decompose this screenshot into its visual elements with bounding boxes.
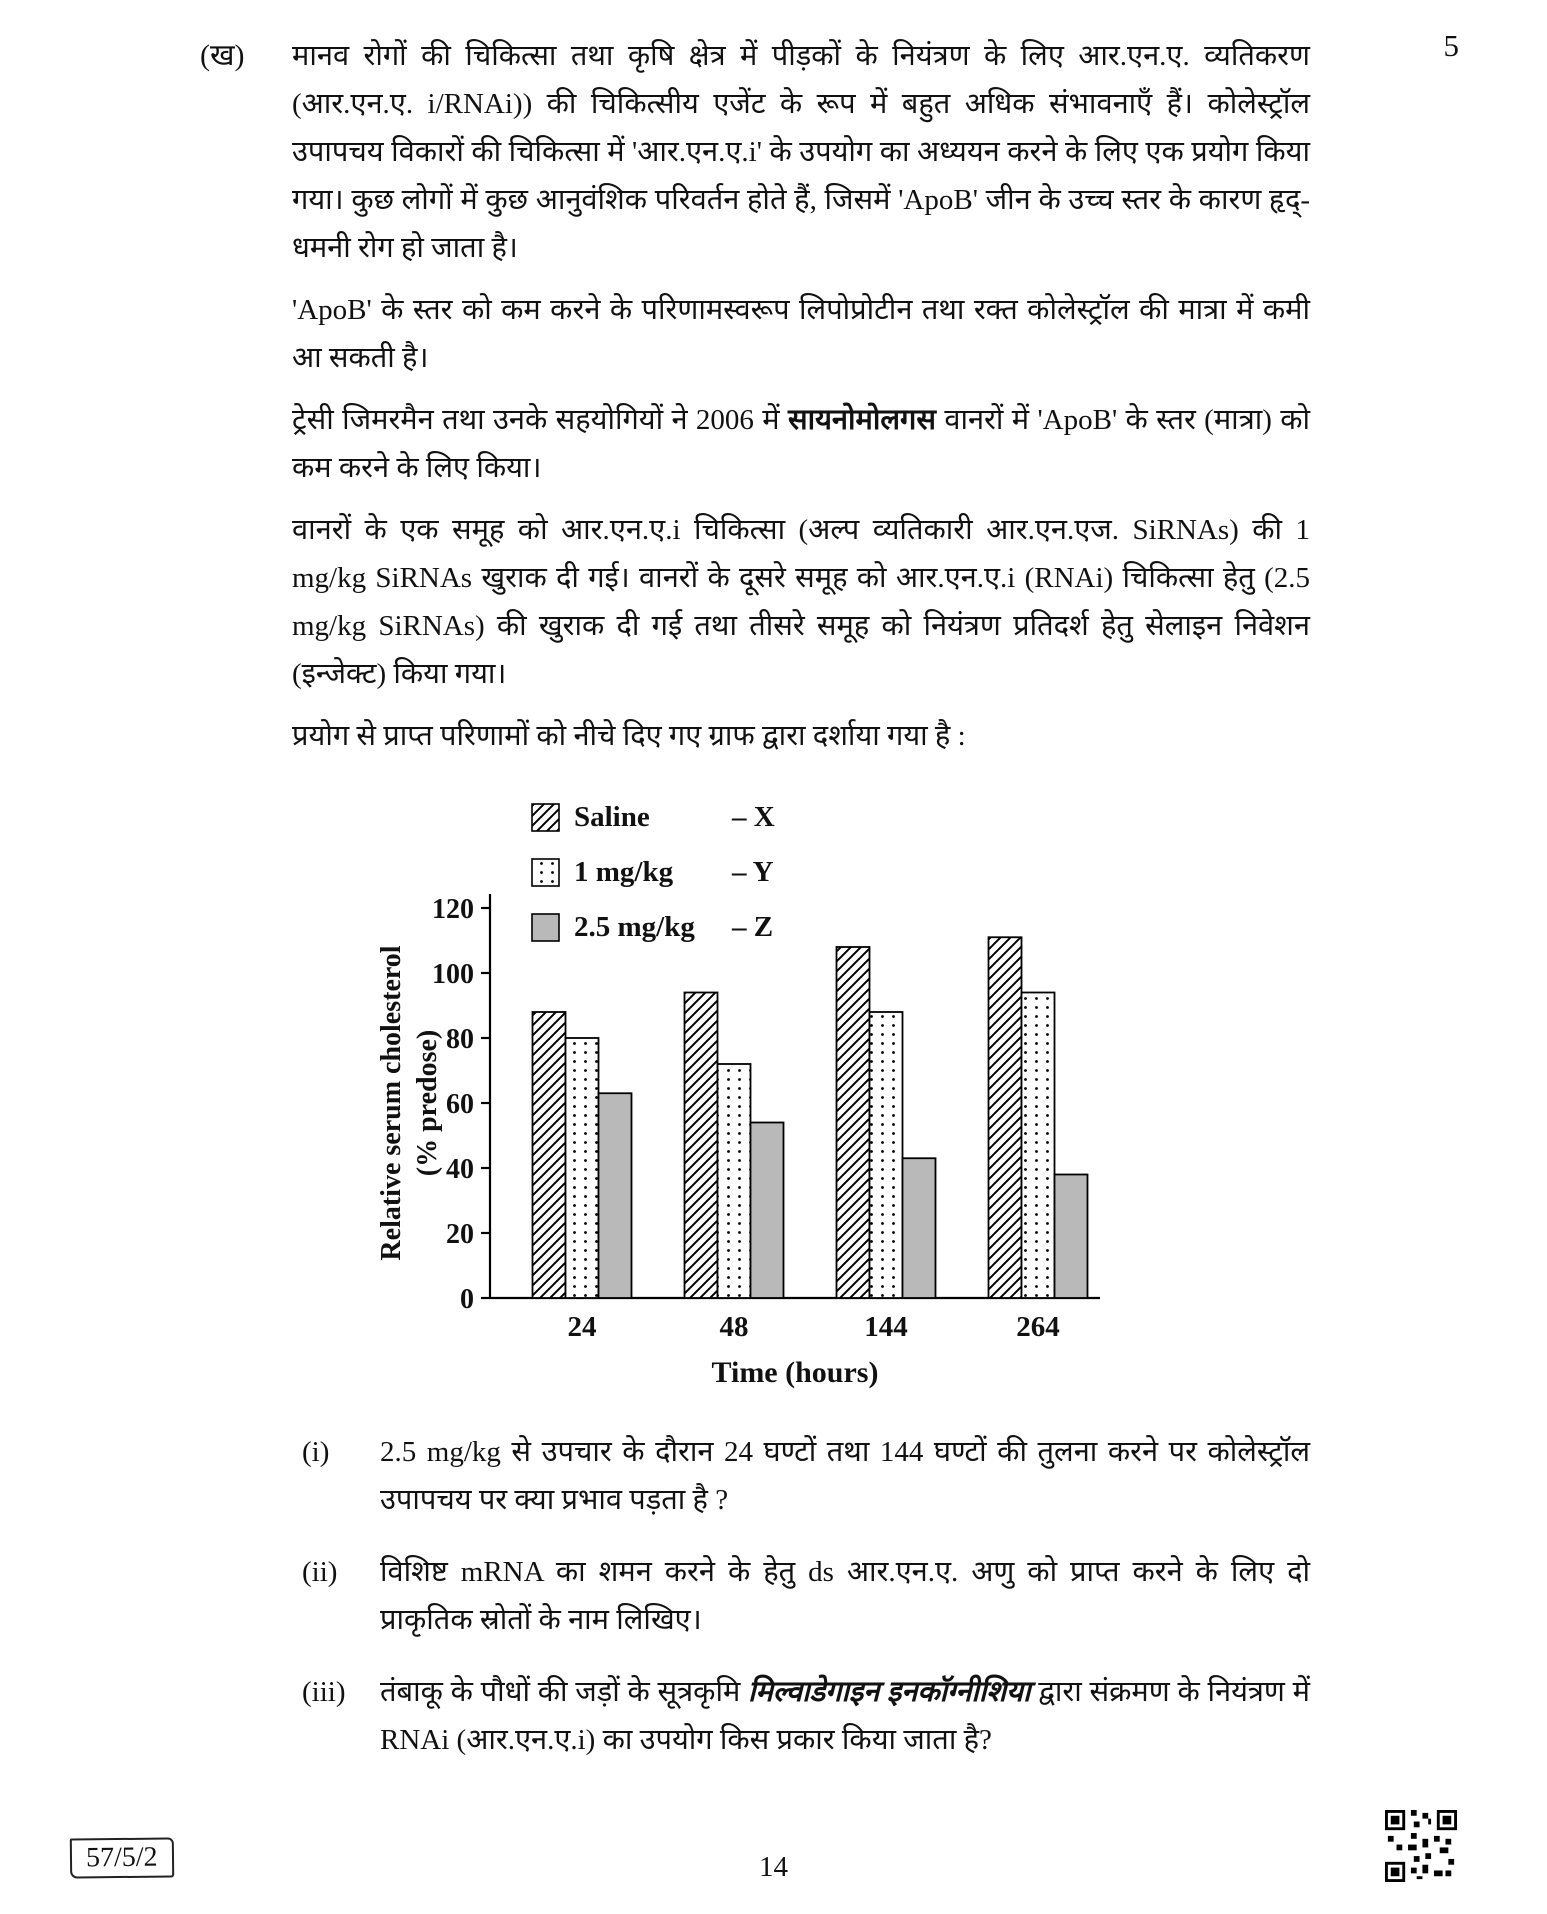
question-number: (ii) [302,1556,338,1588]
legend-series-letter: – Y [732,856,774,888]
legend-label: Saline [574,801,650,833]
question-text: 2.5 mg/kg से उपचार के दौरान 24 घण्टों तथा 144 घण्टों की तुलना करने पर कोलेस्ट्रॉल उपापचय पर क्या प्रभाव पड़ता है ? [380,1436,1310,1516]
question-text: विशिष्ट mRNA का शमन करने के हेतु ds आर.एन.ए. अणु को प्राप्त करने के लिए दो प्राकृतिक स्रोतों के नाम लिखिए। [380,1556,1310,1636]
bar-2-5-mg-kg-264 [1055,1175,1088,1299]
paragraph-4: वानरों के एक समूह को आर.एन.ए.i चिकित्सा (अल्प व्यतिकारी आर.एन.एज. SiRNAs) की 1 mg/kg SiRNAs खुराक दी गई। वानरों के दूसरे समूह को आर.एन.ए.i (RNAi) चिकित्सा हेतु (2.5 mg/kg SiRNAs) की खुराक दी गई तथा तीसरे समूह को नियंत्रण प्रतिदर्श हेतु सेलाइन निवेशन (इन्जेक्ट) किया गया। [292,514,1310,690]
y-axis-label-line1: Relative serum cholesterol [376,945,407,1261]
question-text: तंबाकू के पौधों की जड़ों के सूत्रकृमि मिल्वाडेगाइन इनकॉग्नीशिया द्वारा संक्रमण के नियंत्रण में RNAi (आर.एन.ए.i) का उपयोग किस प्रकार किया जाता है? [380,1676,1310,1756]
x-tick-label: 24 [567,1311,597,1343]
y-tick-label: 40 [446,1154,474,1185]
paragraph-2: 'ApoB' के स्तर को कम करने के परिणामस्वरूप लिपोप्रोटीन तथा रक्त कोलेस्ट्रॉल की मात्रा में कमी आ सकती है। [292,294,1310,374]
legend-label: 1 mg/kg [574,856,674,888]
legend-swatch-hatch [532,804,559,831]
page-number-top: 5 [1443,28,1459,63]
bar-Saline-144 [837,947,870,1298]
legend-label: 2.5 mg/kg [574,911,695,943]
question-iii [302,1668,1310,1764]
x-tick-label: 144 [864,1311,908,1343]
bar-1-mg-kg-264 [1022,993,1055,1299]
bars [533,937,1088,1343]
bar-2-5-mg-kg-144 [903,1158,936,1298]
legend-series-letter: – Z [732,911,774,943]
chart-svg [360,778,1160,1400]
question-number: (iii) [302,1676,346,1708]
x-axis-label: Time (hours) [711,1356,879,1389]
question-ii [302,1548,1310,1644]
bar-2-5-mg-kg-24 [599,1093,632,1298]
chart-legend [532,801,775,943]
question-i [302,1428,1310,1524]
cholesterol-bar-chart [360,778,1160,1400]
y-tick-label: 120 [432,894,474,925]
y-tick-label: 100 [432,959,474,990]
bar-1-mg-kg-48 [718,1064,751,1298]
qr-code [1385,1810,1457,1882]
bar-2-5-mg-kg-48 [751,1123,784,1299]
paragraph-3: ट्रेसी जिमरमैन तथा उनके सहयोगियों ने 2006 में सायनोमोलगस वानरों में 'ApoB' के स्तर (मात्रा) को कम करने के लिए किया। [292,404,1311,484]
y-tick-label: 60 [446,1089,474,1120]
question-number: (i) [302,1436,330,1468]
paragraph-5: प्रयोग से प्राप्त परिणामों को नीचे दिए गए ग्राफ द्वारा दर्शाया गया है : [292,720,966,752]
x-tick-label: 264 [1016,1311,1060,1343]
page-number-bottom: 14 [759,1851,788,1883]
x-tick-label: 48 [719,1311,749,1343]
paper-code-stamp: 57/5/2 [70,1837,174,1878]
sub-questions [302,1428,1310,1764]
y-tick-label: 20 [446,1219,474,1250]
legend-swatch-solid [532,914,559,941]
part-label: (ख) [200,39,245,72]
paragraph-1: मानव रोगों की चिकित्सा तथा कृषि क्षेत्र में पीड़कों के नियंत्रण के लिए आर.एन.ए. व्यतिकरण (आर.एन.ए. i/RNAi)) की चिकित्सीय एजेंट के रूप में बहुत अधिक संभावनाएँ हैं। कोलेस्ट्रॉल उपापचय विकारों की चिकित्सा में 'आर.एन.ए.i' के उपयोग का अध्ययन करने के लिए एक प्रयोग किया गया। कुछ लोगों में कुछ आनुवंशिक परिवर्तन होते हैं, जिसमें 'ApoB' जीन के उच्च स्तर के कारण हृद्-धमनी रोग हो जाता है। [292,40,1310,264]
legend-swatch-dots [532,859,559,886]
bar-1-mg-kg-144 [870,1012,903,1298]
question-part-b [200,32,1310,1788]
y-tick-label: 80 [446,1024,474,1055]
bar-Saline-264 [989,937,1022,1298]
y-tick-label: 0 [460,1284,474,1315]
bar-Saline-24 [533,1012,566,1298]
bar-Saline-48 [685,993,718,1299]
bar-1-mg-kg-24 [566,1038,599,1298]
legend-series-letter: – X [732,801,775,833]
part-body [292,32,1310,1788]
y-axis-label-line2: (% predose) [412,1029,443,1177]
